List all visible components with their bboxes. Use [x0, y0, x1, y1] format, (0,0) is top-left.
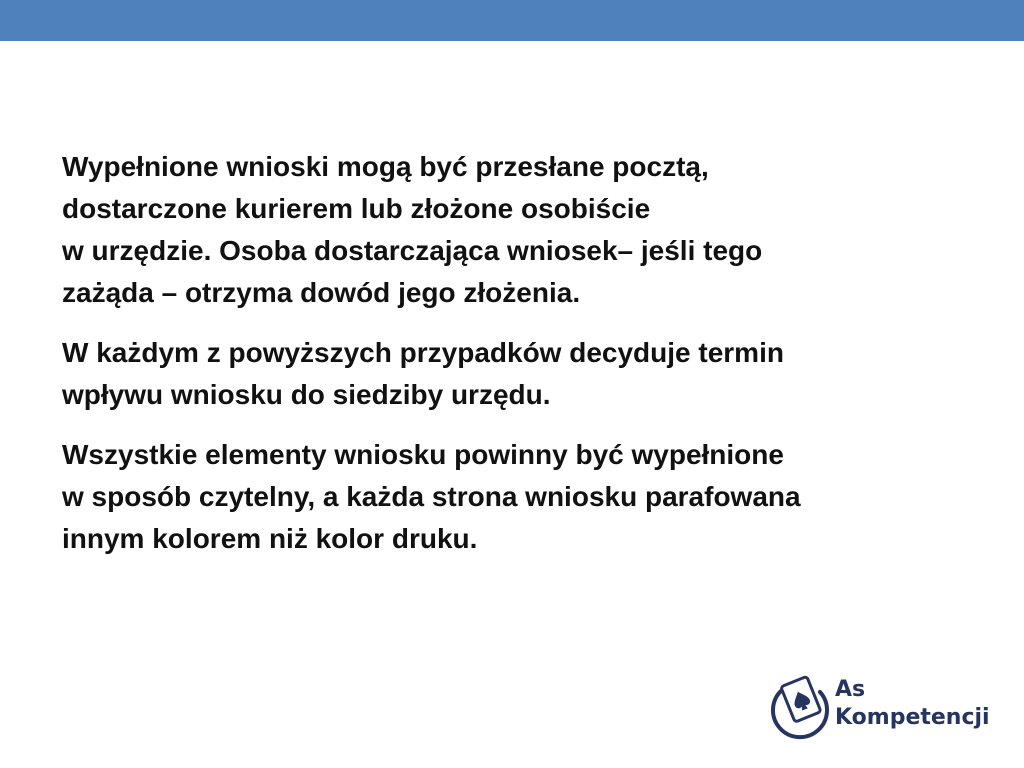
text-line: wpływu wniosku do siedziby urzędu. [62, 379, 551, 410]
text-line: W każdym z powyższych przypadków decyduje termin [62, 337, 784, 368]
slide-body [62, 146, 982, 578]
paragraph-1 [62, 146, 982, 314]
header-bar [0, 0, 1024, 41]
text-line: w urzędzie. Osoba dostarczająca wniosek– jeśli tego [62, 235, 763, 266]
text-line: w sposób czytelny, a każda strona wniosku parafowana [62, 481, 801, 512]
text-line: zażąda – otrzyma dowód jego złożenia. [62, 277, 581, 308]
text-line: innym kolorem niż kolor druku. [62, 523, 478, 554]
as-kompetencji-logo [768, 672, 998, 744]
logo-wordmark [835, 676, 990, 732]
text-line: Wszystkie elementy wniosku powinny być wypełnione [62, 439, 784, 470]
spade-card-icon [768, 672, 832, 744]
paragraph-2 [62, 332, 982, 416]
text-line: dostarczone kurierem lub złożone osobiście [62, 193, 651, 224]
paragraph-3 [62, 434, 982, 560]
logo-line-1: As [835, 677, 866, 702]
text-line: Wypełnione wnioski mogą być przesłane pocztą, [62, 151, 709, 182]
logo-line-2: Kompetencji [835, 705, 990, 730]
